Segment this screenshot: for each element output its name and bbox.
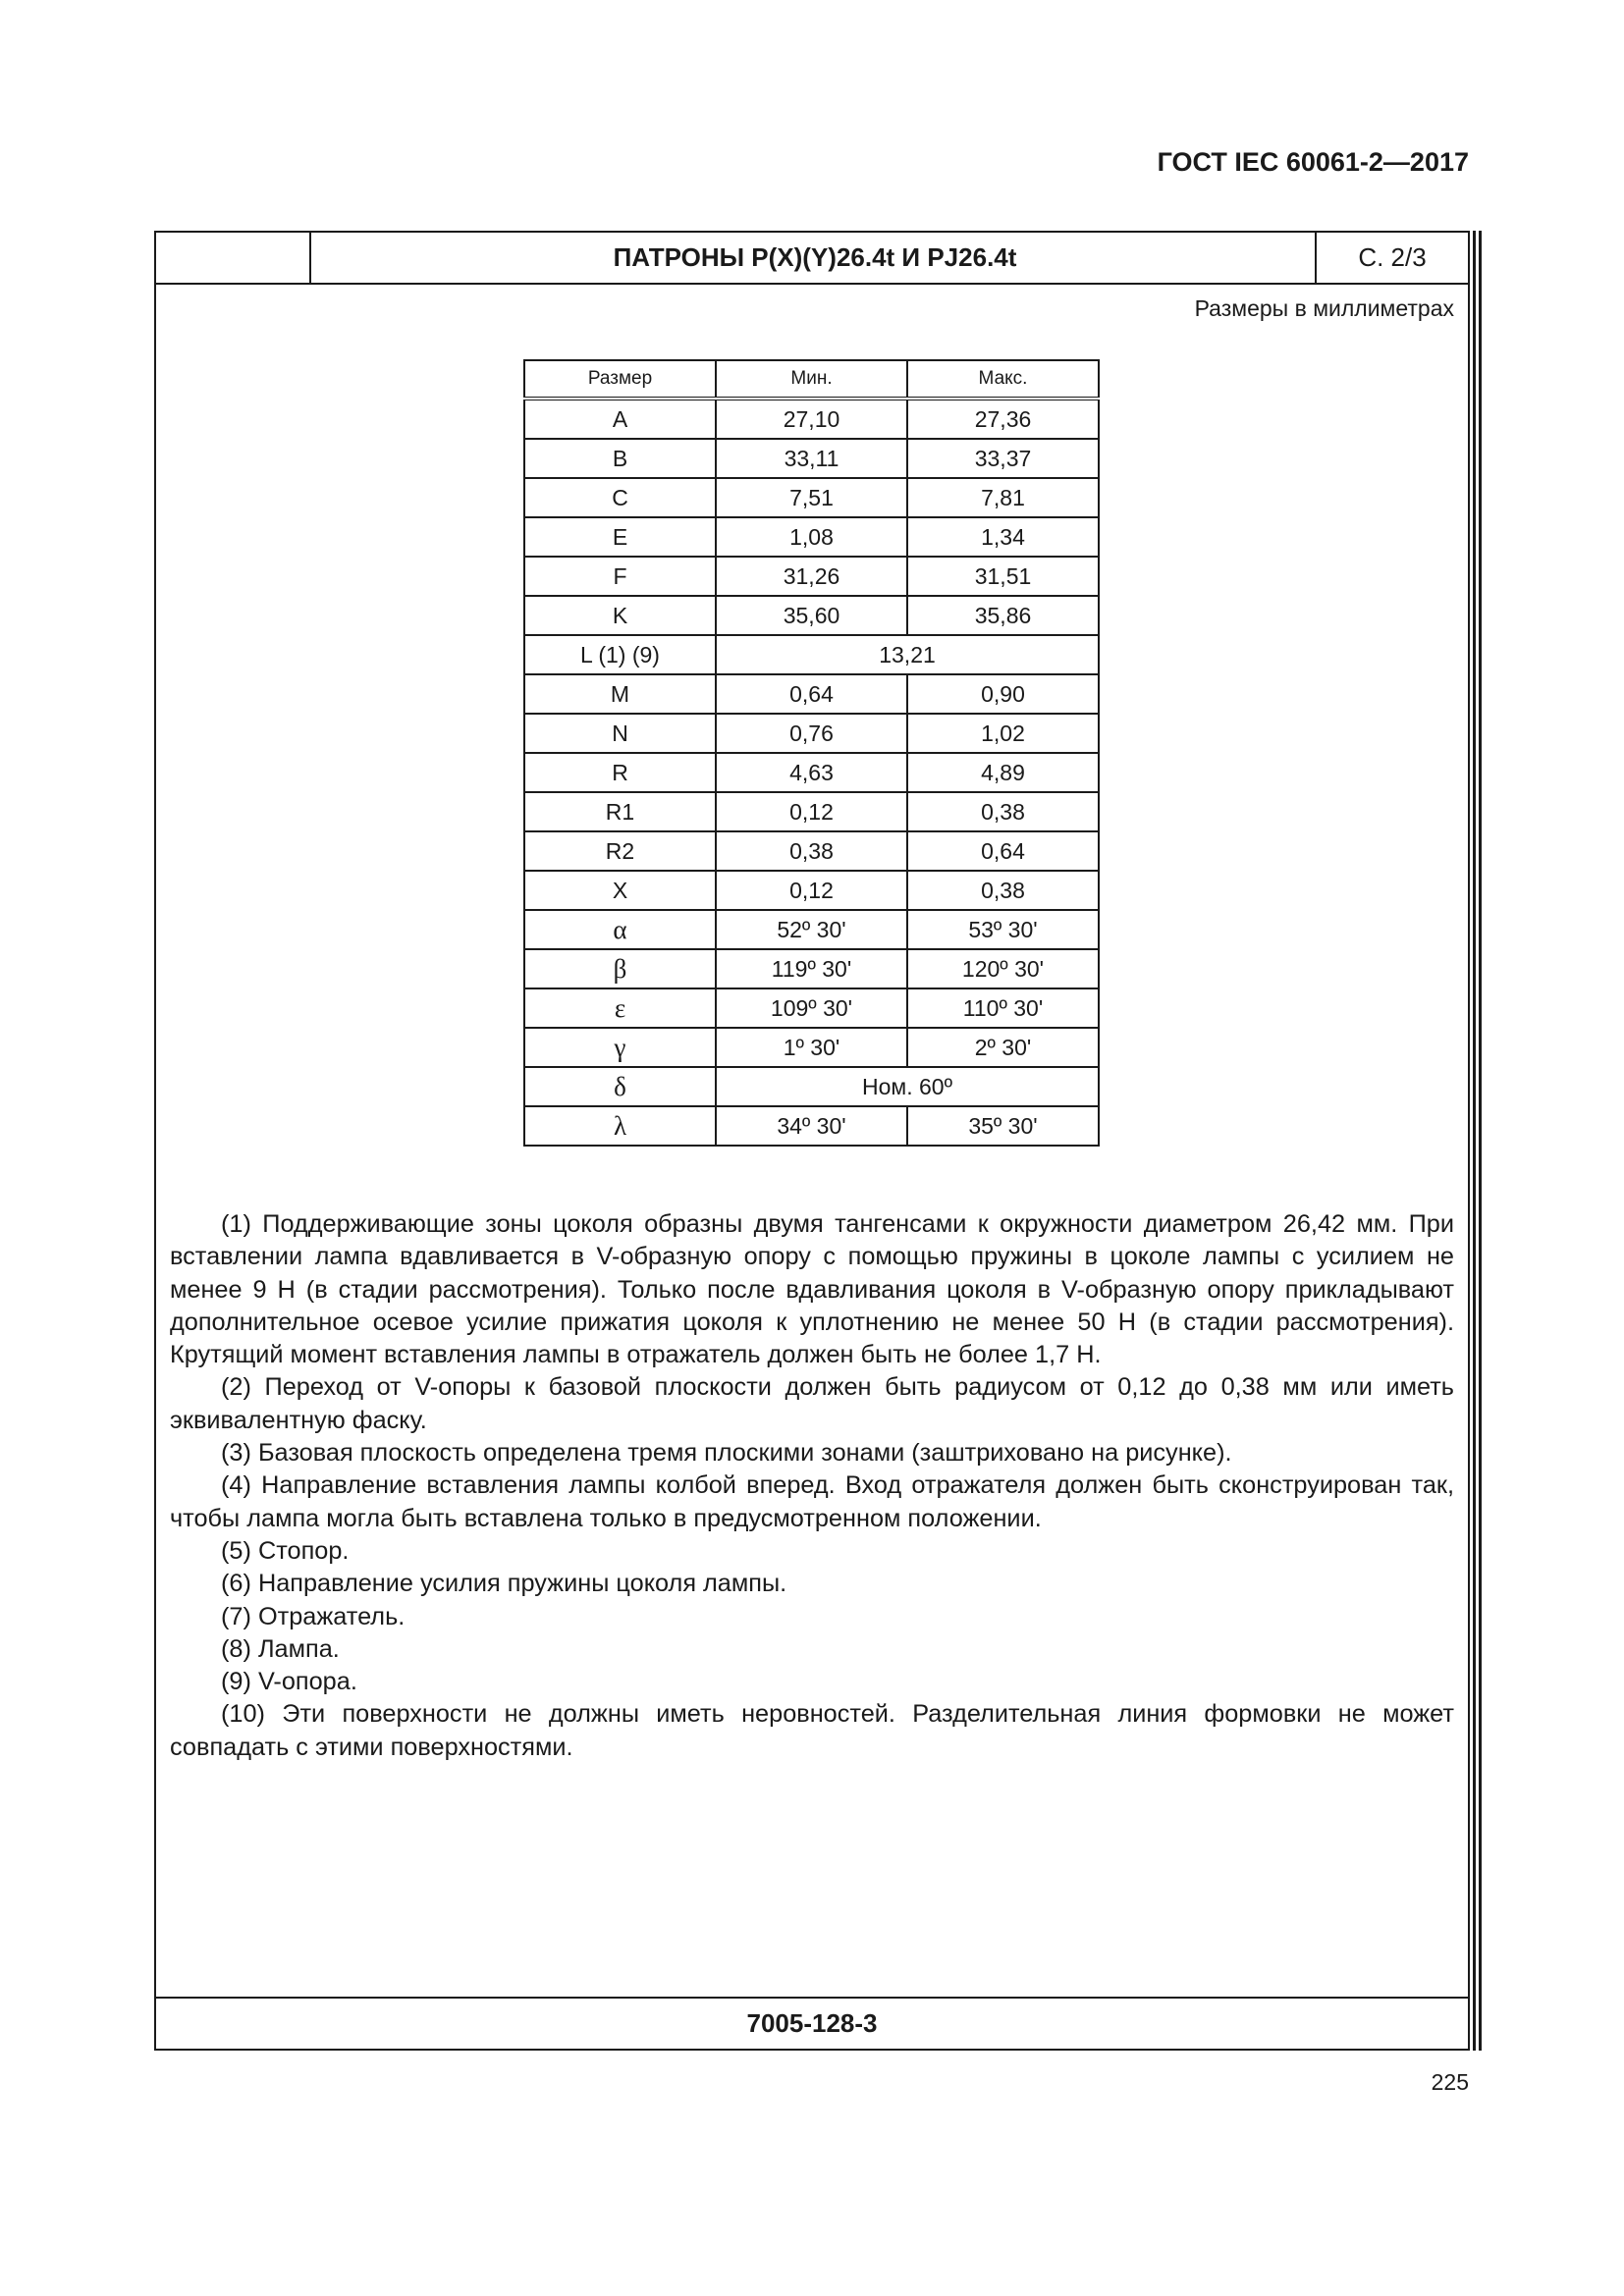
table-row <box>524 792 1099 831</box>
cell-max: 0,38 <box>907 871 1099 910</box>
cell-size: E <box>524 517 716 557</box>
note-item: (4) Направление вставления лампы колбой вперед. Вход отражателя должен быть сконструирован так, чтобы лампа могла быть вставлена только в предусмотренном положении. <box>170 1471 1454 1532</box>
sheet-header <box>156 233 1468 285</box>
table-row <box>524 871 1099 910</box>
cell-min: 0,38 <box>716 831 907 871</box>
note-item: (10) Эти поверхности не должны иметь неровностей. Разделительная линия формовки не может совпадать с этими поверхностями. <box>170 1700 1454 1761</box>
table-row <box>524 910 1099 949</box>
table-header-row <box>524 360 1099 399</box>
cell-max: 1,02 <box>907 714 1099 753</box>
table-row <box>524 478 1099 517</box>
cell-max: 35,86 <box>907 596 1099 635</box>
cell-size: L (1) (9) <box>524 635 716 674</box>
note-item: (2) Переход от V-опоры к базовой плоскости должен быть радиусом от 0,12 до 0,38 мм или иметь эквивалентную фаску. <box>170 1373 1454 1434</box>
sheet-number: С. 2/3 <box>1315 233 1468 283</box>
dimensions-table <box>523 359 1100 1147</box>
cell-min: 27,10 <box>716 399 907 439</box>
cell-max: 0,90 <box>907 674 1099 714</box>
cell-min: 0,12 <box>716 871 907 910</box>
cell-size: R2 <box>524 831 716 871</box>
table-row <box>524 557 1099 596</box>
cell-min: 52º 30' <box>716 910 907 949</box>
table-row <box>524 635 1099 674</box>
cell-min: 34º 30' <box>716 1106 907 1146</box>
cell-max: 53º 30' <box>907 910 1099 949</box>
cell-size: X <box>524 871 716 910</box>
cell-size: C <box>524 478 716 517</box>
header-min: Мин. <box>716 360 907 399</box>
table-row <box>524 674 1099 714</box>
cell-max: 0,64 <box>907 831 1099 871</box>
cell-size: α <box>524 910 716 949</box>
cell-size: R <box>524 753 716 792</box>
cell-max: 31,51 <box>907 557 1099 596</box>
frame-double-edge <box>1473 231 1482 2051</box>
table-row <box>524 753 1099 792</box>
note-item: (9) V-опора. <box>221 1668 357 1696</box>
cell-min: 109º 30' <box>716 988 907 1028</box>
cell-size: ε <box>524 988 716 1028</box>
cell-min: 31,26 <box>716 557 907 596</box>
cell-min: 1º 30' <box>716 1028 907 1067</box>
cell-size: β <box>524 949 716 988</box>
note-item: (5) Стопор. <box>221 1536 350 1565</box>
header-size: Размер <box>524 360 716 399</box>
note-item: (6) Направление усилия пружины цоколя лампы. <box>221 1570 787 1598</box>
table-row <box>524 949 1099 988</box>
cell-max: 2º 30' <box>907 1028 1099 1067</box>
header-max: Макс. <box>907 360 1099 399</box>
cell-min: 7,51 <box>716 478 907 517</box>
cell-max: 35º 30' <box>907 1106 1099 1146</box>
table-row <box>524 831 1099 871</box>
cell-min: 4,63 <box>716 753 907 792</box>
cell-min: 0,64 <box>716 674 907 714</box>
note-item: (8) Лампа. <box>221 1634 340 1663</box>
note-item: (1) Поддерживающие зоны цоколя образны двумя тангенсами к окружности диаметром 26,42 мм. При вставлении лампа вдавливается в V-образную опору с помощью пружины в цоколе лампы с усилием не менее 9 Н (в стадии рассмотрения). Только после вдавливания цоколя в V-образную опору прикладывают дополнительное осевое усилие прижатия цоколя к уплотнению не менее 50 Н (в стадии рассмотрения). Крутящий момент вставления лампы в отражатель должен быть не более 1,7 Н. <box>170 1210 1454 1369</box>
cell-min: 0,12 <box>716 792 907 831</box>
table-row <box>524 596 1099 635</box>
note-item: (7) Отражатель. <box>221 1602 406 1630</box>
cell-value: 13,21 <box>716 635 1099 674</box>
table-row <box>524 988 1099 1028</box>
cell-min: 119º 30' <box>716 949 907 988</box>
table-row <box>524 714 1099 753</box>
sheet-code: 7005-128-3 <box>156 1997 1468 2049</box>
standard-code: ГОСТ IEC 60061-2—2017 <box>1157 147 1469 177</box>
note-item: (3) Базовая плоскость определена тремя плоскими зонами (заштриховано на рисунке). <box>221 1439 1232 1468</box>
cell-max: 110º 30' <box>907 988 1099 1028</box>
cell-size: A <box>524 399 716 439</box>
cell-size: B <box>524 439 716 478</box>
notes-section <box>170 1208 1454 1764</box>
cell-size: δ <box>524 1067 716 1106</box>
cell-size: R1 <box>524 792 716 831</box>
page-number: 225 <box>1431 2069 1469 2095</box>
cell-max: 7,81 <box>907 478 1099 517</box>
header-blank-cell <box>156 233 311 283</box>
cell-max: 120º 30' <box>907 949 1099 988</box>
table-row <box>524 439 1099 478</box>
cell-size: K <box>524 596 716 635</box>
table-row <box>524 399 1099 439</box>
cell-size: M <box>524 674 716 714</box>
cell-size: γ <box>524 1028 716 1067</box>
table-body <box>524 399 1099 1146</box>
sheet-frame <box>154 231 1470 2051</box>
units-note: Размеры в миллиметрах <box>1194 295 1454 321</box>
sheet-title: ПАТРОНЫ P(X)(Y)26.4t И PJ26.4t <box>613 242 1017 272</box>
cell-size: F <box>524 557 716 596</box>
cell-min: 1,08 <box>716 517 907 557</box>
cell-max: 4,89 <box>907 753 1099 792</box>
cell-max: 27,36 <box>907 399 1099 439</box>
table-row <box>524 1028 1099 1067</box>
cell-max: 1,34 <box>907 517 1099 557</box>
cell-value: Ном. 60º <box>716 1067 1099 1106</box>
table-row <box>524 1106 1099 1146</box>
cell-min: 33,11 <box>716 439 907 478</box>
cell-max: 0,38 <box>907 792 1099 831</box>
cell-size: N <box>524 714 716 753</box>
cell-min: 0,76 <box>716 714 907 753</box>
table-row <box>524 1067 1099 1106</box>
cell-min: 35,60 <box>716 596 907 635</box>
table-row <box>524 517 1099 557</box>
cell-max: 33,37 <box>907 439 1099 478</box>
cell-size: λ <box>524 1106 716 1146</box>
